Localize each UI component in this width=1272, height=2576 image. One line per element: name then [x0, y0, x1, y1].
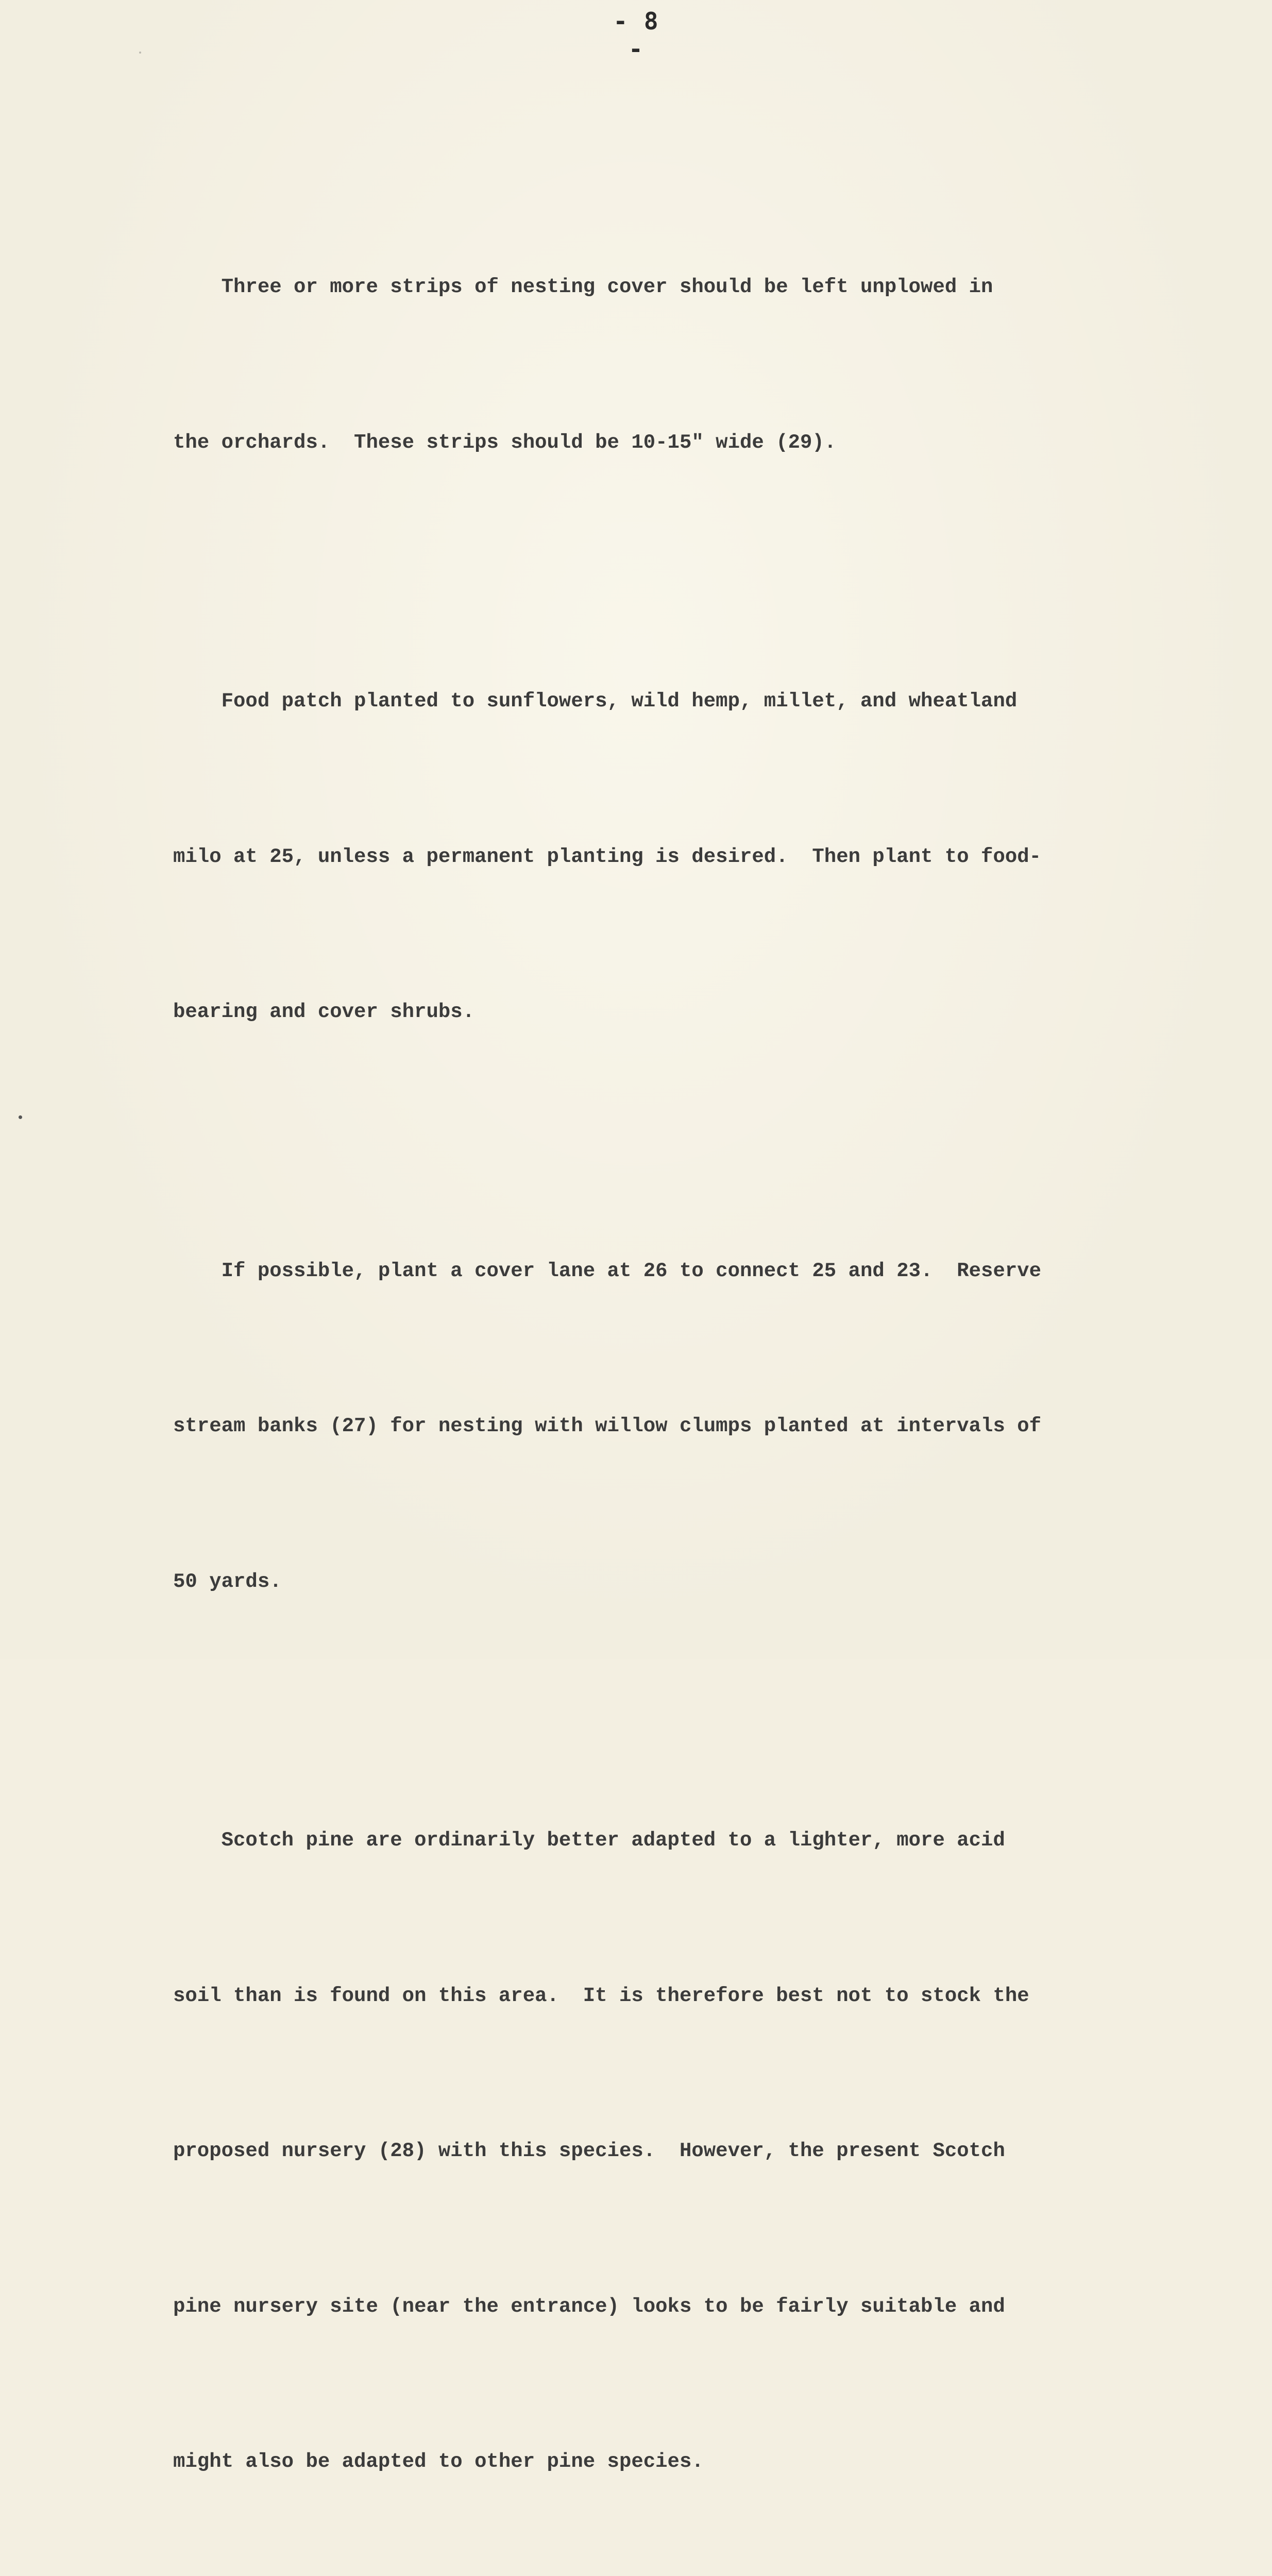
text-line: stream banks (27) for nesting with willow clumps planted at intervals of — [173, 1415, 1042, 1437]
text-line: pine nursery site (near the entrance) looks to be fairly suitable and — [173, 2295, 1005, 2318]
paper-speck — [139, 52, 141, 54]
text-line: Three or more strips of nesting cover should be left unplowed in — [173, 276, 993, 298]
text-line: milo at 25, unless a permanent planting is desired. Then plant to food- — [173, 845, 1042, 868]
document-body — [173, 158, 1183, 2576]
text-line: bearing and cover shrubs. — [173, 1001, 475, 1023]
page-number: - 8 - — [613, 7, 659, 63]
text-line: soil than is found on this area. It is therefore best not to stock the — [173, 1984, 1029, 2007]
paragraph-food-patch — [173, 572, 1183, 1142]
text-line: might also be adapted to other pine species. — [173, 2450, 704, 2473]
text-line: Food patch planted to sunflowers, wild hemp, millet, and wheatland — [173, 690, 1017, 713]
text-line: the orchards. These strips should be 10-15" wide (29). — [173, 431, 837, 454]
text-line: proposed nursery (28) with this species. However, the present Scotch — [173, 2140, 1005, 2162]
text-line: 50 yards. — [173, 1570, 282, 1593]
paper-speck — [19, 1115, 22, 1119]
paragraph-scotch-pine — [173, 1711, 1183, 2576]
paragraph-nesting-cover — [173, 158, 1183, 572]
text-line: Scotch pine are ordinarily better adapted to a lighter, more acid — [173, 1829, 1005, 1852]
paragraph-cover-lane — [173, 1142, 1183, 1711]
text-line: If possible, plant a cover lane at 26 to connect 25 and 23. Reserve — [173, 1259, 1042, 1282]
